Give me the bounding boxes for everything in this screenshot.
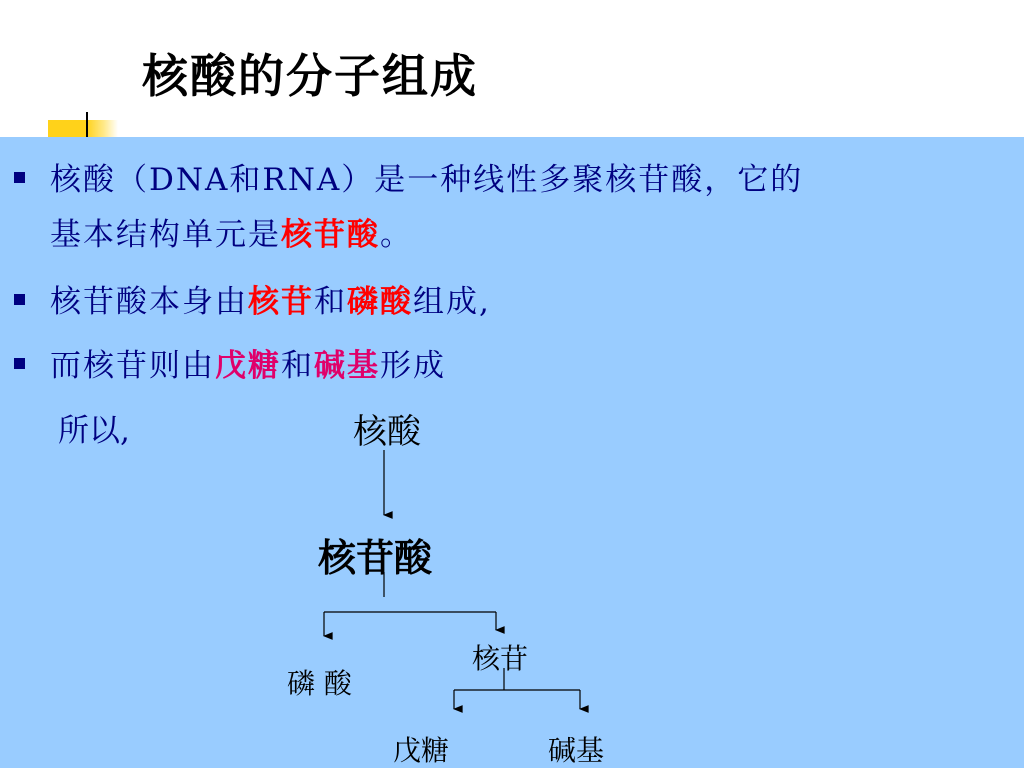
bullet-1-period: 。 bbox=[380, 217, 413, 253]
bullet-2-text-b: 和 bbox=[314, 284, 347, 320]
slide-title: 核酸的分子组成 bbox=[142, 49, 478, 103]
diagram-node-pentose: 戊糖 bbox=[393, 734, 450, 767]
diagram-node-nucleoside: 核苷 bbox=[472, 642, 529, 675]
diagram-node-nucleic-acid: 核酸 bbox=[353, 412, 421, 452]
bullet-2-highlight-2: 磷酸 bbox=[347, 284, 413, 320]
diagram-node-phosphate: 磷 酸 bbox=[287, 667, 352, 700]
bullet-3-highlight-2: 碱基 bbox=[314, 348, 380, 384]
bullet-3-text-b: 和 bbox=[281, 348, 314, 384]
bullet-1-highlight: 核苷酸 bbox=[281, 217, 380, 253]
diagram-node-nucleotide: 核苷酸 bbox=[318, 535, 433, 580]
diagram-node-base: 碱基 bbox=[548, 734, 605, 767]
bullet-2-highlight-1: 核苷 bbox=[248, 284, 314, 320]
bullet-3-text-a: 而核苷则由 bbox=[50, 348, 215, 384]
bullet-1-text: 基本结构单元是 bbox=[50, 217, 281, 253]
bullet-3-text-c: 形成 bbox=[380, 348, 446, 384]
bullet-1-line-1: 核酸（DNA和RNA）是一种线性多聚核苷酸，它的 bbox=[50, 162, 804, 198]
therefore-text: 所以, bbox=[58, 413, 130, 449]
bullet-3-highlight-1: 戊糖 bbox=[215, 348, 281, 384]
bullet-2-text-a: 核苷酸本身由 bbox=[50, 284, 248, 320]
bullet-2-text-c: 组成, bbox=[413, 284, 491, 320]
